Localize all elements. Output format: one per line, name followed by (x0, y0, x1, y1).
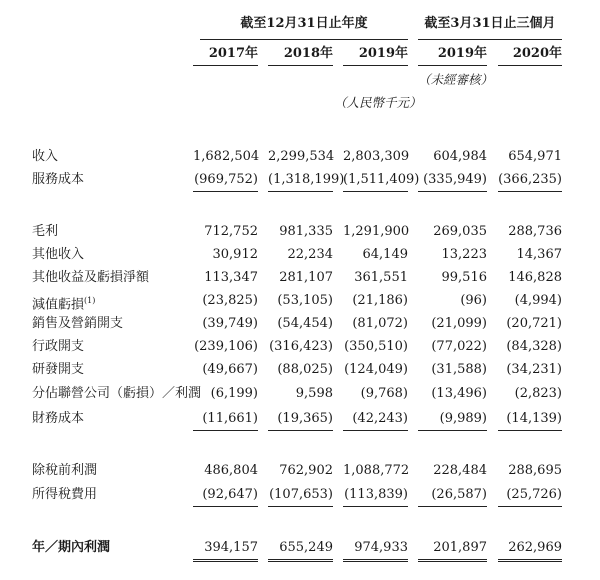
cell-value: 201,897 (418, 539, 487, 562)
row-administrative (0, 336, 600, 358)
cell-value: (20,721) (506, 316, 562, 331)
header-quarter-period: 截至3月31日止三個月 (418, 15, 562, 40)
row-label: 年／期內利潤 (32, 540, 111, 555)
unaudited-note: （未經審核） (418, 72, 494, 87)
cell-value: (96) (460, 293, 487, 308)
currency-note: （人民幣千元） (334, 95, 422, 110)
row-profit-before-tax (0, 460, 600, 482)
cell-value: (21,186) (352, 293, 408, 308)
cell-value: (42,243) (343, 410, 408, 431)
row-label: 其他收入 (32, 247, 85, 262)
cell-value: 2,803,309 (343, 149, 410, 164)
cell-value: (26,587) (418, 486, 487, 507)
row-label-text: 減值虧損 (32, 297, 85, 313)
cell-value: (366,235) (498, 171, 562, 192)
cell-value: 30,912 (212, 247, 258, 262)
row-label (32, 292, 95, 314)
cell-value: 2,299,534 (268, 149, 335, 164)
cell-value: 486,804 (204, 463, 258, 478)
cell-value: 9,598 (295, 386, 333, 401)
cell-value: (88,025) (277, 362, 333, 377)
cell-value: 13,223 (441, 247, 487, 262)
cell-value: (11,661) (193, 410, 258, 431)
row-impairment-losses (0, 290, 600, 312)
row-label: 服務成本 (32, 172, 85, 187)
cell-value: (1,511,409) (343, 171, 408, 192)
year-header-2018: 2018年 (268, 45, 333, 66)
cell-value: 228,484 (433, 463, 487, 478)
cell-value: (113,839) (343, 486, 408, 507)
cell-value: (23,825) (202, 293, 258, 308)
row-selling-marketing (0, 313, 600, 335)
cell-value: 1,088,772 (343, 463, 410, 478)
row-profit-for-period (0, 537, 600, 559)
row-label: 行政開支 (32, 339, 85, 354)
cell-value: 288,695 (508, 463, 562, 478)
cell-value: (1,318,199) (268, 171, 333, 192)
row-other-income (0, 244, 600, 266)
row-share-of-associates (0, 383, 600, 405)
cell-value: 981,335 (279, 224, 333, 239)
cell-value: 281,107 (279, 270, 333, 285)
year-header-2017: 2017年 (193, 45, 258, 66)
cell-value: 712,752 (204, 224, 258, 239)
cell-value: (34,231) (506, 362, 562, 377)
row-label: 除稅前利潤 (32, 463, 98, 478)
cell-value: (81,072) (352, 316, 408, 331)
cell-value: (49,667) (202, 362, 258, 377)
cell-value: (350,510) (344, 339, 408, 354)
row-label: 毛利 (32, 224, 59, 239)
cell-value: (316,423) (269, 339, 333, 354)
cell-value: (14,139) (498, 410, 562, 431)
cell-value: (39,749) (202, 316, 258, 331)
cell-value: 14,367 (516, 247, 562, 262)
cell-value: (969,752) (193, 171, 258, 192)
cell-value: (77,022) (431, 339, 487, 354)
cell-value: (335,949) (418, 171, 487, 192)
cell-value: 655,249 (268, 539, 333, 562)
cell-value: 269,035 (433, 224, 487, 239)
row-label: 財務成本 (32, 411, 85, 426)
cell-value: 64,149 (362, 247, 408, 262)
cell-value: (53,105) (277, 293, 333, 308)
cell-value: (4,994) (514, 293, 562, 308)
header-annual-period: 截至12月31日止年度 (200, 15, 408, 40)
cell-value: (124,049) (344, 362, 408, 377)
cell-value: 1,291,900 (343, 224, 410, 239)
row-label: 其他收益及虧損淨額 (32, 270, 150, 285)
cell-value: (9,989) (418, 410, 487, 431)
cell-value: (84,328) (506, 339, 562, 354)
row-research-development (0, 359, 600, 381)
footnote-marker: (1) (84, 296, 96, 305)
cell-value: 762,902 (279, 463, 333, 478)
row-label: 分佔聯營公司（虧損）／利潤 (32, 386, 202, 401)
cell-value: (9,768) (360, 386, 408, 401)
row-gross-profit (0, 221, 600, 243)
cell-value: 1,682,504 (193, 149, 260, 164)
cell-value: (54,454) (277, 316, 333, 331)
row-label: 所得稅費用 (32, 487, 98, 502)
cell-value: (107,653) (268, 486, 333, 507)
row-finance-costs (0, 408, 600, 430)
year-header-2020-q1: 2020年 (498, 45, 562, 66)
cell-value: (13,496) (431, 386, 487, 401)
year-header-2019-q1: 2019年 (418, 45, 487, 66)
cell-value: (239,106) (194, 339, 258, 354)
cell-value: (19,365) (268, 410, 333, 431)
cell-value: (6,199) (210, 386, 258, 401)
cell-value: 974,933 (343, 539, 408, 562)
row-income-tax (0, 484, 600, 506)
cell-value: 394,157 (193, 539, 258, 562)
cell-value: 654,971 (508, 149, 562, 164)
row-label: 研發開支 (32, 362, 85, 377)
cell-value: 113,347 (204, 270, 258, 285)
cell-value: (25,726) (498, 486, 562, 507)
cell-value: (92,647) (193, 486, 258, 507)
cell-value: 146,828 (508, 270, 562, 285)
cell-value: (2,823) (514, 386, 562, 401)
cell-value: 604,984 (433, 149, 487, 164)
cell-value: 99,516 (441, 270, 487, 285)
row-label: 收入 (32, 149, 59, 164)
cell-value: 22,234 (287, 247, 333, 262)
row-revenue (0, 146, 600, 168)
cell-value: 288,736 (508, 224, 562, 239)
year-header-2019: 2019年 (343, 45, 408, 66)
cell-value: 262,969 (498, 539, 562, 562)
row-label: 銷售及營銷開支 (32, 316, 124, 331)
row-cost-of-services (0, 169, 600, 191)
cell-value: 361,551 (354, 270, 408, 285)
row-other-gains-losses (0, 267, 600, 289)
cell-value: (21,099) (431, 316, 487, 331)
cell-value: (31,588) (431, 362, 487, 377)
